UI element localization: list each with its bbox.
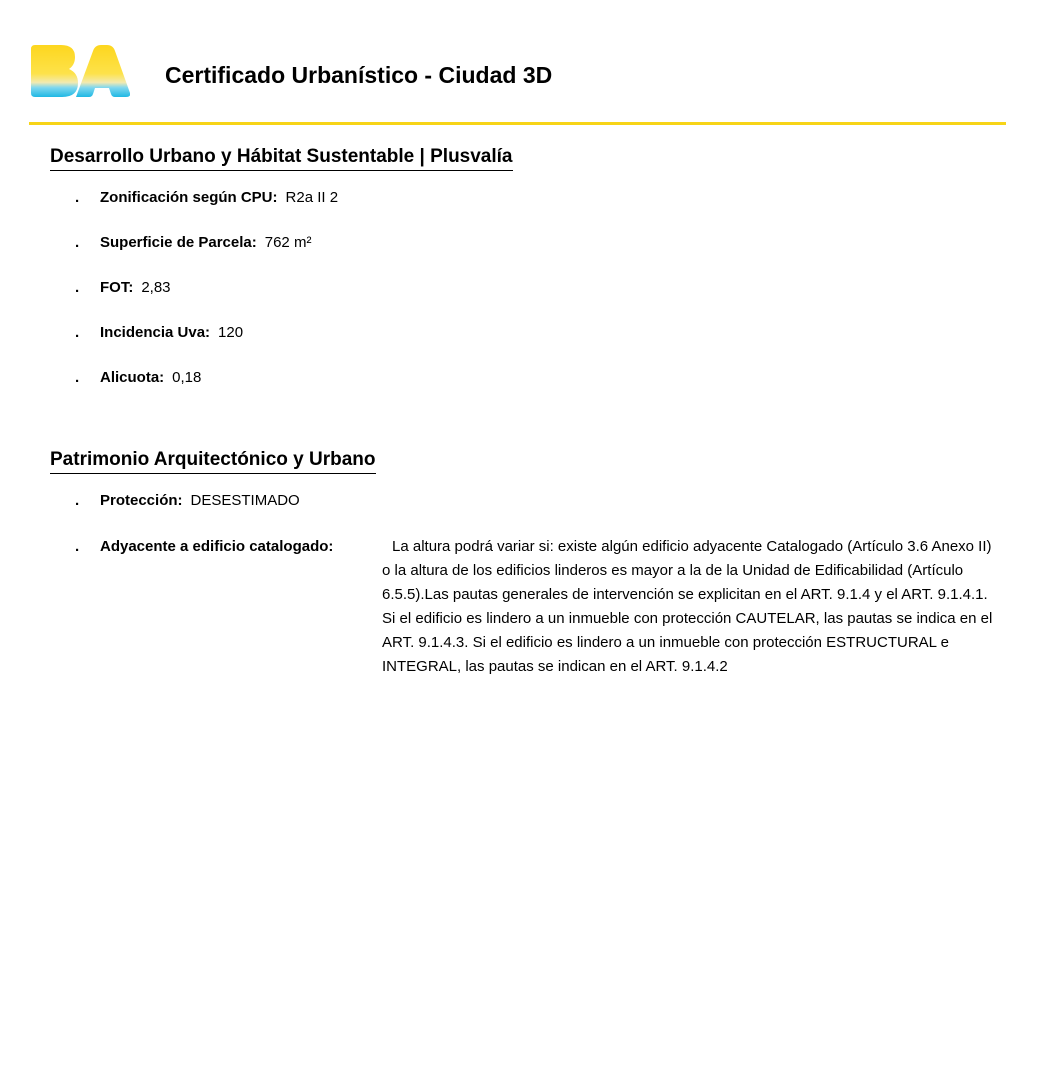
bullet: . [75, 234, 80, 251]
bullet: . [75, 189, 80, 206]
field-label: FOT: [100, 279, 134, 296]
field-value: DESESTIMADO [190, 492, 300, 509]
document-header [0, 0, 1045, 125]
field-value: 0,18 [172, 369, 202, 386]
document-title: Certificado Urbanístico - Ciudad 3D [165, 62, 553, 88]
field-value: 120 [218, 324, 244, 341]
field-value: R2a II 2 [285, 189, 339, 206]
field-superficie-parcela [75, 231, 311, 255]
bullet: . [75, 492, 80, 509]
section-title-desarrollo-urbano: Desarrollo Urbano y Hábitat Sustentable | Plusvalía [50, 144, 513, 171]
field-label: Incidencia Uva: [100, 324, 211, 341]
section-title-patrimonio: Patrimonio Arquitectónico y Urbano [50, 447, 376, 474]
field-label: Superficie de Parcela: [100, 234, 257, 251]
field-fot [75, 276, 171, 300]
field-label: Zonificación según CPU: [100, 189, 278, 206]
field-zonificacion [75, 186, 338, 210]
bullet: . [75, 538, 80, 555]
bullet: . [75, 369, 80, 386]
field-label: Alicuota: [100, 369, 165, 386]
field-alicuota [75, 366, 201, 390]
field-label: Adyacente a edificio catalogado: [100, 538, 334, 555]
field-incidencia-uva [75, 321, 243, 345]
field-proteccion [75, 489, 300, 513]
header-divider [29, 122, 1006, 125]
ba-logo-icon [29, 45, 130, 98]
bullet: . [75, 279, 80, 296]
field-value: 762 m² [264, 234, 312, 251]
field-label: Protección: [100, 492, 183, 509]
field-value: 2,83 [141, 279, 171, 296]
bullet: . [75, 324, 80, 341]
field-value: La altura podrá variar si: existe algún edificio adyacente Catalogado (Artículo 3.6 Anexo II) o la altura de los edificios linderos es mayor a la de la Unidad de Edificabilidad (Artículo 6.5.5).Las pautas generales de intervención se explicitan en el ART. 9.1.4 y el ART. 9.1.4.1. Si el edificio es lindero a un inmueble con protección CAUTELAR, las pautas se indica en el ART. 9.1.4.3. Si el edificio es lindero a un inmueble con protección ESTRUCTURAL e INTEGRAL, las pautas se indican en el ART. 9.1.4.2 [382, 538, 993, 675]
